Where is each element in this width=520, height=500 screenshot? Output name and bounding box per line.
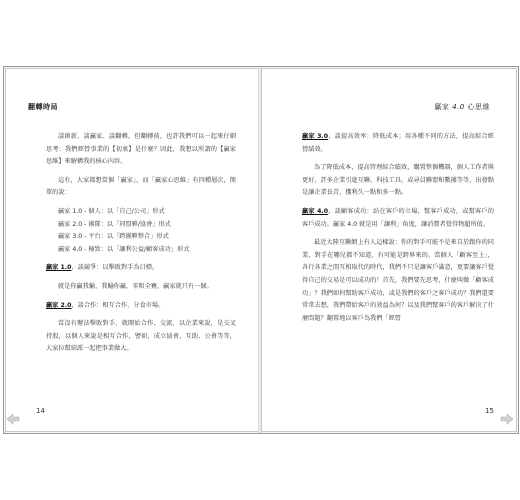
- paragraph: 最近大陸互聯網上有人這樣說：你的對手可能不是來自於跟你的同業，對手在哪兒都不知道，有可能是跨界來的。當個人「顧客至上」，各行各業之間互相取代的時代，我們不只是讓客戶滿意，更要讓客戶覺得自己的交易是可以成功的！首先，我們要先思考，什麼叫做「顧客成功」？我們如何幫助客戶成功，或是我們的客戶之客戶成功？我們還要常常去想，我們帶給客戶的效益為何？以及我們幫客戶的客戶解決了什麼問題？翻置地以客戶為我們「經營: [302, 239, 494, 322]
- paragraph-text: ，談合作：相互合作、分食市場。: [71, 301, 165, 309]
- section-heading: 贏家 4.0: [302, 207, 329, 215]
- section-paragraph: [46, 300, 236, 313]
- list-item: 贏家 4.0 - 極致：以「讓利公益/顧客成功」形式: [58, 245, 190, 253]
- section-paragraph: [46, 262, 236, 275]
- paragraph-text: ，談顧客成功：站在客戶的立場，幫客戶成功，或幫客戶的客戶成功。贏家 4.0 就是用「讓利」角度，讓消費者覺得物超所值。: [302, 207, 494, 228]
- left-body: [46, 131, 236, 356]
- right-body: [302, 131, 494, 325]
- arrow-left-icon: [6, 413, 20, 425]
- section-paragraph: [302, 206, 494, 231]
- paragraph: 就是你贏我輸、我輸你贏，零和全賽，贏家就只有一個。: [58, 282, 213, 290]
- paragraph: 這有，大家都想當個「贏家」，而「贏家心思維」有四種層次，簡單的說：: [46, 176, 236, 197]
- paragraph: 談創新、談贏家、談翻轉，但翻轉前，也許我們可以一起來仔細思考：我們經營事業的【初衷】是什麼？因此，我想以所謂的【贏家思維】來解構我的核心內容。: [46, 133, 236, 166]
- paragraph-text: ，談提高效率：降低成本；用各種不同的方法，提高綜合經營績效。: [302, 133, 494, 153]
- section-paragraph: [302, 131, 494, 156]
- right-page: [262, 69, 516, 431]
- paragraph: 為了降低成本，提高管理綜合績效，購置整個機器，個人工作者與更好，許多企業引進互聯、科技工具，或尋員聯盟和數據等等，出發點是讓企業長青，獲利久一點和多一點。: [302, 164, 494, 197]
- list-item: 贏家 2.0 - 團隊：以「同盟夥/協會」形式: [58, 220, 171, 228]
- arrow-left-icon[interactable]: [6, 413, 20, 425]
- page-number-left: 14: [36, 407, 45, 415]
- section-heading: 贏家 2.0: [46, 301, 72, 309]
- book-spread: [3, 66, 519, 434]
- arrow-right-icon: [500, 413, 514, 425]
- list-item: 贏家 3.0 - 平台：以「跨團夥整合」形式: [58, 233, 169, 241]
- section-heading: 贏家 3.0: [302, 133, 329, 140]
- arrow-right-icon[interactable]: [500, 413, 514, 425]
- running-head-prefix: 贏家: [434, 103, 450, 111]
- running-head-left: 翻轉時局: [28, 103, 58, 111]
- left-page: [6, 69, 258, 431]
- paragraph-text: ，談競爭：以擊敗對手為目標。: [71, 264, 159, 272]
- paragraph: 當沒有辦法擊敗對手，就開始合作、交流，以企業來說，是交叉持股，以個人來說是相互合作，譬如，成立協會、互助、公會等等，大家拉幫結派一起把事業做大。: [46, 320, 236, 353]
- section-heading: 贏家 1.0: [46, 264, 72, 272]
- running-head-version: 4.0: [452, 103, 465, 111]
- list-item: 贏家 1.0 - 個人：以「自己/公司」形式: [58, 207, 165, 215]
- running-head-right: [434, 102, 490, 112]
- page-number-right: 15: [485, 407, 494, 415]
- running-head-suffix: 心思維: [467, 103, 490, 111]
